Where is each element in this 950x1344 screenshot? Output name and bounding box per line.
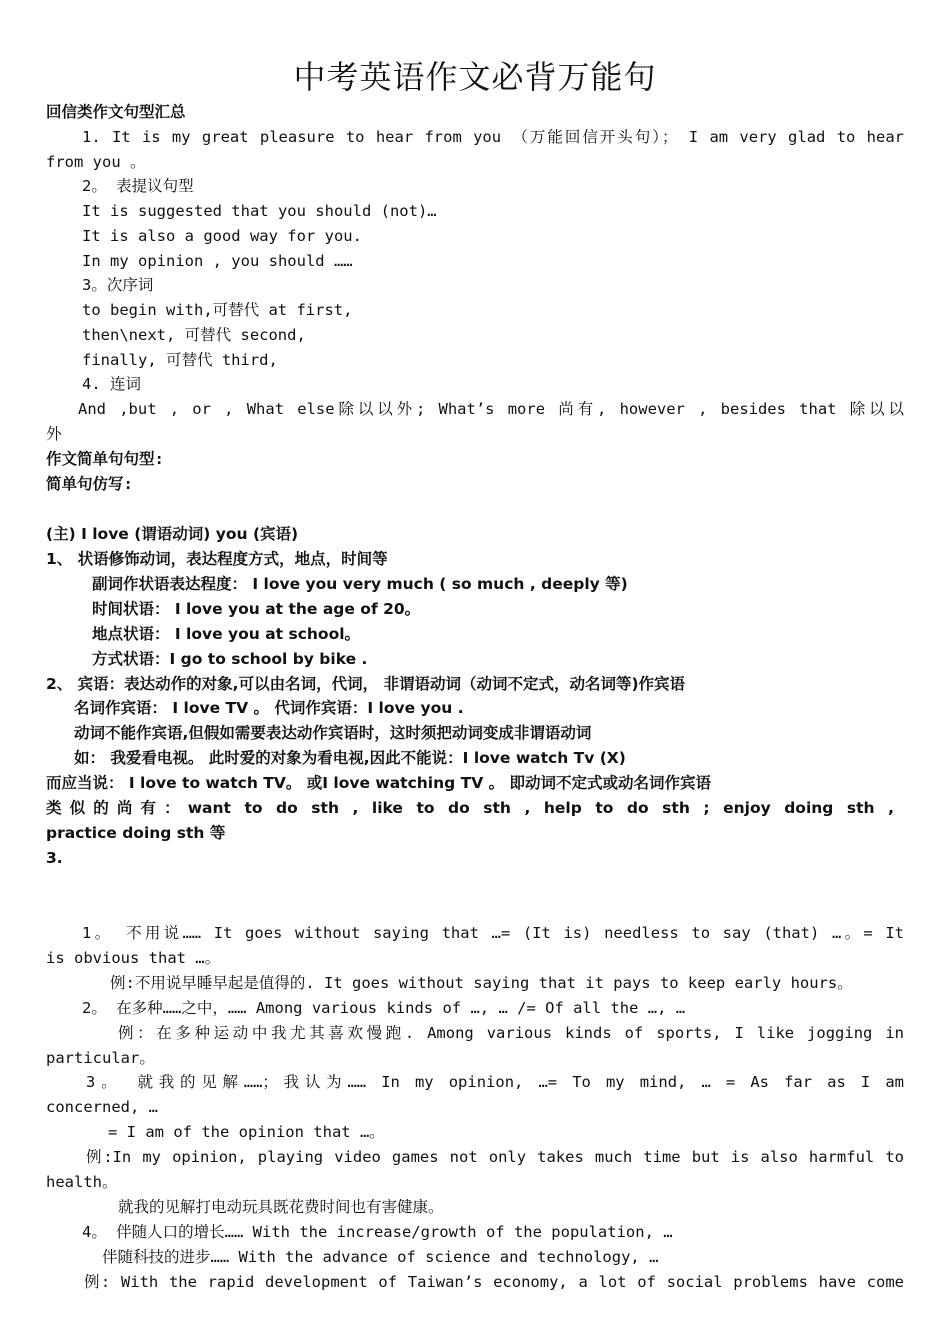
text-line: 4。 伴随人口的增长…… With the increase/growth of the population, … [82,1223,673,1241]
text-line: It is also a good way for you. [82,227,362,245]
text-line: 时间状语： I love you at the age of 20。 [92,600,421,618]
text-line: finally, 可替代 third, [82,351,278,369]
text-line: 名词作宾语： I love TV 。 代词作宾语：I love you . [74,699,464,717]
text-line: 3。 就我的见解……；我认为…… In my opinion, …= To my mind, … = As far as I am [86,1073,904,1091]
text-line: 4. 连词 [82,375,141,393]
text-line: 1、 状语修饰动词，表达程度方式，地点，时间等 [46,550,388,568]
text-line: 地点状语： I love you at school。 [92,625,361,643]
text-line: 例:不用说早睡早起是值得的. It goes without saying that it pays to keep early hours。 [110,974,853,992]
text-line: In my opinion , you should …… [82,252,353,270]
text-line: health。 [46,1173,118,1191]
section-heading-imitation: 简单句仿写: [46,475,133,493]
text-line: 副词作状语表达程度： I love you very much ( so much , deeply 等) [92,575,628,593]
section-heading-simple-sentence: 作文简单句句型: [46,450,164,468]
text-line: 例：在多种运动中我尤其喜欢慢跑. Among various kinds of sports, I like jogging in [118,1024,904,1042]
text-line: concerned, … [46,1098,158,1116]
text-line: from you 。 [46,153,146,171]
text-line: is obvious that …。 [46,949,221,967]
text-line: 外 [46,425,62,443]
text-line: And ,but , or , What else除以以外; What’s more 尚有, however , besides that 除以以 [78,400,904,418]
text-line: 2。 在多种……之中，…… Among various kinds of …, … /= Of all the …, … [82,999,686,1017]
text-line: 而应当说： I love to watch TV。 或I love watching TV 。 即动词不定式或动名词作宾语 [46,774,712,792]
text-line: 伴随科技的进步…… With the advance of science and technology, … [102,1248,659,1266]
text-line: 就我的见解打电动玩具既花费时间也有害健康。 [118,1198,444,1216]
text-line: 3。次序词 [82,276,154,294]
text-line: 3. [46,849,63,867]
text-line: 1. It is my great pleasure to hear from you （万能回信开头句）； I am very glad to hear [82,128,904,146]
text-line: = I am of the opinion that …。 [108,1123,385,1141]
text-line: 如： 我爱看电视。 此时爱的对象为看电视,因此不能说：I love watch Tv (X) [74,749,626,767]
text-line: 2。 表提议句型 [82,177,194,195]
text-line: to begin with,可替代 at first, [82,301,353,319]
text-line: 2、 宾语：表达动作的对象,可以由名词，代词， 非谓语动词（动词不定式，动名词等)作宾语 [46,675,686,693]
text-line: practice doing sth 等 [46,824,226,842]
text-line: 类似的尚有：want to do sth , like to do sth , help to do sth ; enjoy doing sth , [46,799,894,817]
text-line: 例: With the rapid development of Taiwan’s economy, a lot of social problems have come [84,1273,904,1291]
text-line: 例:In my opinion, playing video games not only takes much time but is also harmful to [86,1148,904,1166]
section-heading-reply-letter: 回信类作文句型汇总 [46,103,186,121]
text-line: 方式状语：I go to school by bike . [92,650,368,668]
text-line: then\next, 可替代 second, [82,326,306,344]
text-line: It is suggested that you should (not)… [82,202,437,220]
text-line: particular。 [46,1049,155,1067]
page-title: 中考英语作文必背万能句 [293,58,657,96]
text-line: 动词不能作宾语,但假如需要表达动作宾语时，这时须把动词变成非谓语动词 [74,724,592,742]
text-line: 1。 不用说…… It goes without saying that …= (It is) needless to say (that) …。= It [82,924,904,942]
text-line: (主) I love (谓语动词) you (宾语) [46,525,299,543]
